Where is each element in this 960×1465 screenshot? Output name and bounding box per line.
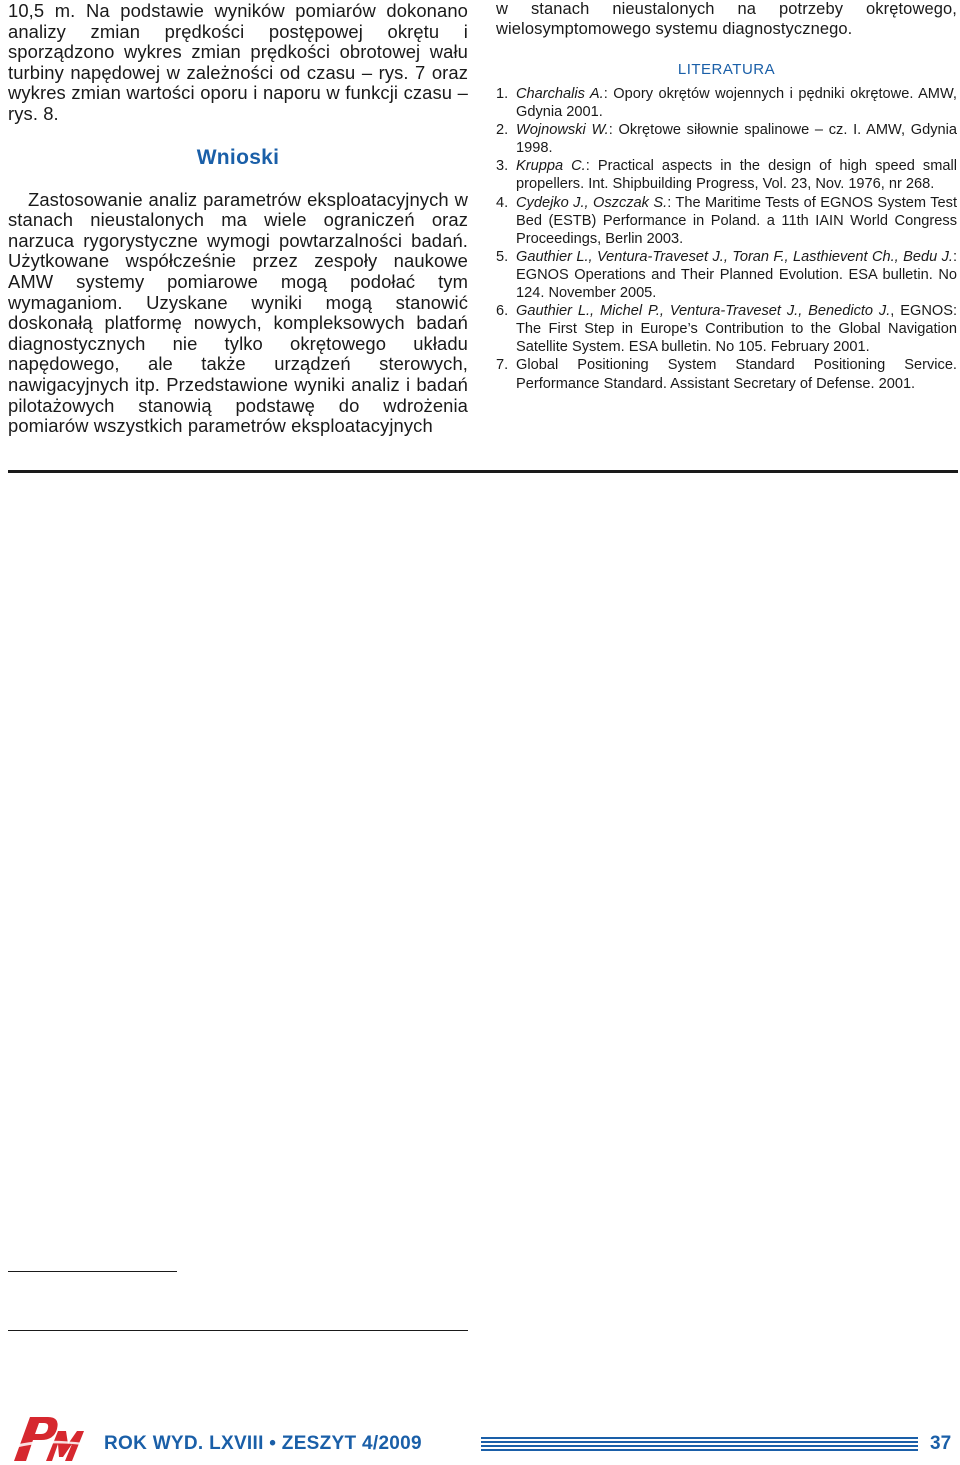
reference-item: [496, 157, 957, 193]
reference-text: : Okrętowe siłownie spalinowe – cz. I. AMW, Gdynia 1998.: [516, 122, 957, 157]
reference-text: , EGNOS: The First Step in Europe’s Contribution to the Global Navigation Satellite System. ESA bulletin. No 105. February 2001.: [516, 303, 957, 356]
reference-list: [496, 85, 957, 393]
reference-item: [496, 85, 957, 121]
reference-number: 6.: [496, 303, 509, 320]
left-column: [8, 0, 468, 437]
reference-author: Cydejko J., Oszczak S.: [516, 194, 668, 211]
section-heading: Wnioski: [196, 145, 280, 169]
section-divider: [8, 470, 958, 473]
reference-item: [496, 302, 957, 356]
right-column: [496, 0, 957, 393]
reference-author: Kruppa C.: [516, 158, 586, 175]
reference-author: Wojnowski W.: [516, 122, 609, 139]
literature-heading: LITERATURA: [677, 61, 776, 78]
reference-text: : The Maritime Tests of EGNOS System Test Bed (ESTB) Performance in Poland. a 11th IAIN World Congress Proceedings, Berlin 2003.: [516, 194, 957, 247]
reference-author: Gauthier L., Ventura-Traveset J., Toran F., Lasthievent Ch., Bedu J.: [516, 248, 953, 265]
reference-author: Gauthier L., Michel P., Ventura-Traveset J., Benedicto J.: [516, 303, 891, 320]
reference-text: : EGNOS Operations and Their Planned Evolution. ESA bulletin. No 124. November 2005.: [516, 248, 957, 302]
reference-item: [496, 194, 957, 248]
reference-number: 2.: [496, 122, 509, 139]
reference-number: 7.: [496, 357, 509, 374]
conclusion-paragraph: Zastosowanie analiz parametrów eksploatacyjnych w stanach nieustalonych ma wiele ograniczeń oraz narzuca rygorystyczne wymogi powtarzalności badań. Użytkowane współcześnie przez zespoły naukowe AMW systemy pomiarowe mogą podołać tym wymaganiom. Uzyskane wyniki mogą stanowić doskonałą platformę nowych, kompleksowych badań diagnostycznych nie tylko okrętowego układu napędowego, ale także urządzeń sterowych, nawigacyjnych itp. Przedstawione wyniki analiz i badań pilotażowych stanowią podstawę do wdrożenia pomiarów wszystkich parametrów eksploatacyjnych: [8, 188, 468, 437]
reference-number: 4.: [496, 194, 509, 211]
reference-item: [496, 248, 957, 302]
reference-item: [496, 121, 957, 157]
reference-number: 5.: [496, 248, 509, 265]
reference-number: 3.: [496, 158, 509, 175]
reference-number: 1.: [496, 86, 509, 102]
reference-item: [496, 356, 957, 392]
reference-author: Charchalis A.: [516, 86, 604, 102]
page-number: 37: [930, 1433, 952, 1454]
footnote-rule: [8, 1330, 468, 1331]
footer-decorative-lines: [481, 1437, 918, 1453]
reference-text: Global Positioning System Standard Positioning Service. Performance Standard. Assistant Secretary of Defense. 2001.: [516, 357, 957, 392]
pm-logo-icon: [8, 1411, 84, 1463]
reference-text: : Opory okrętów wojennych i pędniki okrętowe. AMW, Gdynia 2001.: [516, 86, 957, 121]
intro-paragraph: 10,5 m. Na podstawie wyników pomiarów dokonano analizy zmian prędkości postępowej okrętu i sporządzono wykres zmian prędkości obrotowej wału turbiny napędowej w zależności od czasu – rys. 7 oraz wykres zmian wartości oporu i naporu w funkcji czasu – rys. 8.: [8, 0, 468, 124]
continuation-paragraph: w stanach nieustalonych na potrzeby okrętowego, wielosymptomowego systemu diagnostycznego.: [496, 0, 957, 38]
reference-text: : Practical aspects in the design of high speed small propellers. Int. Shipbuilding Progress, Vol. 23, Nov. 1976, nr 268.: [516, 158, 957, 193]
journal-issue-title: ROK WYD. LXVIII • ZESZYT 4/2009: [104, 1433, 422, 1454]
footnote-rule-short: [8, 1271, 177, 1272]
